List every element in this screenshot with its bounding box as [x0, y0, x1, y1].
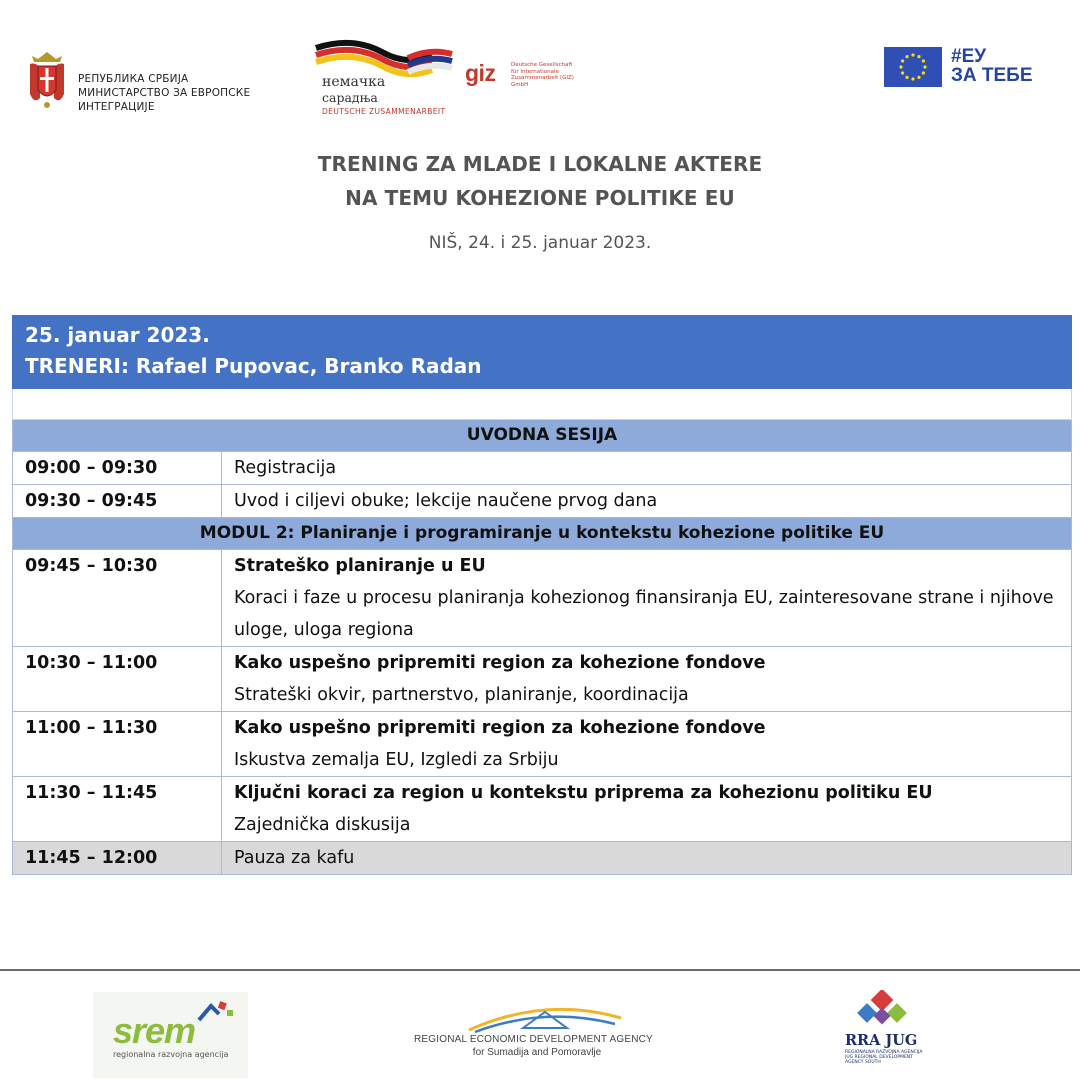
reda-arc-house-icon: [465, 1000, 625, 1034]
ministry-logo: [28, 50, 308, 112]
session-time: 11:45 – 12:00: [13, 842, 222, 875]
session-text: Koraci i faze u procesu planiranja kohezionog finansiranja EU, zainteresovane strane i njihove uloge, uloga regiona: [234, 588, 1054, 640]
giz-wordmark: giz: [465, 60, 496, 86]
session-text: Zajednička diskusija: [234, 815, 411, 835]
session-time: 11:00 – 11:30: [13, 712, 222, 777]
table-row: [13, 550, 1072, 647]
session-time: 09:45 – 10:30: [13, 550, 222, 647]
german-cooperation-logo: [312, 38, 577, 118]
section-heading-row: [13, 420, 1072, 452]
schedule-date: 25. januar 2023.: [25, 323, 210, 347]
eu-flag-icon: [884, 47, 942, 87]
session-title: Strateško planiranje u EU: [234, 556, 486, 576]
table-row: [13, 647, 1072, 712]
session-time: 10:30 – 11:00: [13, 647, 222, 712]
srem-house-icon: [197, 1000, 237, 1028]
session-text: Strateški okvir, partnerstvo, planiranje, koordinacija: [234, 685, 689, 705]
schedule-trainers: TRENERI: Rafael Pupovac, Branko Radan: [25, 354, 482, 378]
table-row: [13, 777, 1072, 842]
table-row: [13, 712, 1072, 777]
session-description: [222, 452, 1072, 485]
session-description: [222, 485, 1072, 518]
srem-subtitle: regionalna razvojna agencija: [113, 1050, 229, 1059]
srem-agency-logo: [93, 992, 248, 1078]
srem-wordmark: srem: [113, 1010, 196, 1051]
session-description: [222, 842, 1072, 875]
blank-row: [13, 389, 1072, 420]
reda-name: REGIONAL ECONOMIC DEVELOPMENT AGENCY: [414, 1034, 653, 1045]
schedule-header-cell: [13, 316, 1072, 389]
rra-jug-subtitle: REGIONALNA RAZVOJNA AGENCIJA JUG REGIONAL DEVELOPMENT AGENCY SOUTH: [845, 1050, 923, 1065]
section-heading: UVODNA SESIJA: [13, 420, 1072, 452]
rra-jug-logo: [836, 990, 936, 1070]
ministry-line-2: МИНИСТАРСТВО ЗА ЕВРОПСКЕ ИНТЕГРАЦИЈЕ: [78, 87, 251, 113]
session-time: 09:00 – 09:30: [13, 452, 222, 485]
event-date-location: NIŠ, 24. i 25. januar 2023.: [428, 233, 652, 253]
eu-hashtag-line-2: ЗА ТЕБЕ: [951, 65, 1033, 86]
rra-jug-wordmark: RRA JUG: [845, 1032, 918, 1049]
coffee-break-row: [13, 842, 1072, 875]
reda-region: for Sumadija and Pomoravlje: [472, 1047, 602, 1058]
page-title-line-1: TRENING ZA MLADE I LOKALNE AKTERE: [317, 152, 763, 176]
section-heading: MODUL 2: Planiranje i programiranje u kontekstu kohezione politike EU: [13, 518, 1072, 550]
session-description: [222, 777, 1072, 842]
ministry-line-1: РЕПУБЛИКА СРБИЈА: [78, 73, 189, 85]
session-description: [222, 550, 1072, 647]
session-description: [222, 647, 1072, 712]
session-text: Pauza za kafu: [234, 848, 355, 868]
german-cooperation-line-1: немачка: [322, 74, 386, 90]
session-time: 11:30 – 11:45: [13, 777, 222, 842]
session-text: Iskustva zemalja EU, Izgledi za Srbiju: [234, 750, 559, 770]
session-title: Kako uspešno pripremiti region za kohezione fondove: [234, 718, 766, 738]
session-text: Uvod i ciljevi obuke; lekcije naučene prvog dana: [234, 491, 658, 511]
giz-fullname: Deutsche Gesellschaft für Internationale Zusammenarbeit (GIZ) GmbH: [511, 62, 574, 88]
session-title: Ključni koraci za region u kontekstu priprema za kohezionu politiku EU: [234, 783, 933, 803]
schedule-table: [12, 315, 1072, 875]
rra-jug-diamonds-icon: [846, 990, 926, 1032]
schedule-header-row: [13, 316, 1072, 389]
table-row: [13, 452, 1072, 485]
table-row: [13, 485, 1072, 518]
german-cooperation-line-3: DEUTSCHE ZUSAMMENARBEIT: [322, 107, 446, 116]
reda-agency-logo: [410, 996, 670, 1066]
eu-hashtag-line-1: #ЕУ: [951, 46, 987, 67]
session-text: Registracija: [234, 458, 337, 478]
section-heading-row: [13, 518, 1072, 550]
session-time: 09:30 – 09:45: [13, 485, 222, 518]
page-title-line-2: NA TEMU KOHEZIONE POLITIKE EU: [345, 186, 735, 210]
footer-divider: [0, 969, 1080, 971]
session-title: Kako uspešno pripremiti region za kohezione fondove: [234, 653, 766, 673]
german-cooperation-line-2: сарадња: [322, 90, 378, 105]
session-description: [222, 712, 1072, 777]
serbian-coat-of-arms-icon: [28, 50, 66, 112]
eu-logo: [884, 47, 1044, 89]
